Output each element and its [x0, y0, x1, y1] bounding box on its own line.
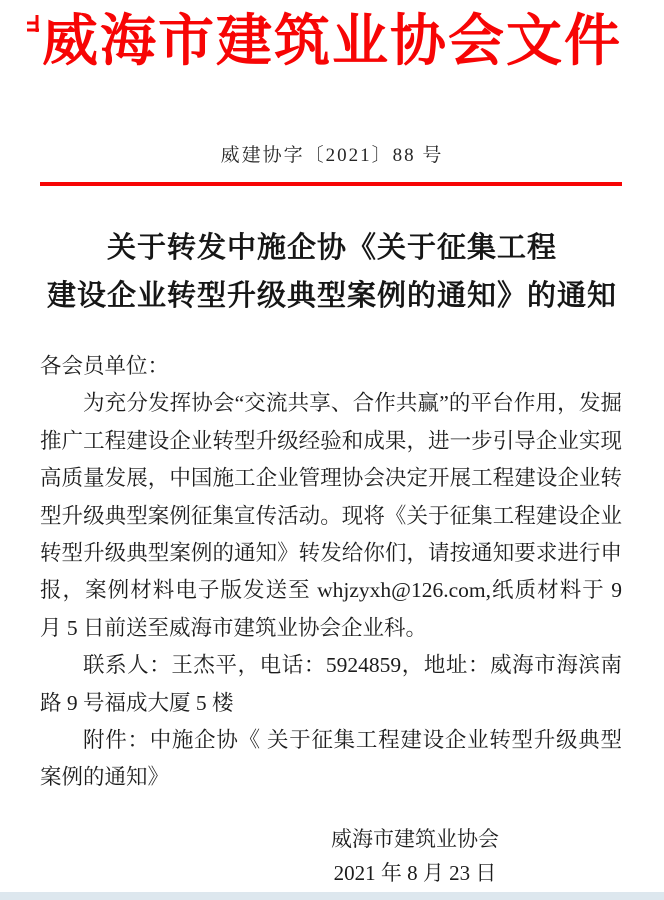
masthead-org-title: 威海市建筑业协会文件	[42, 11, 622, 73]
document-body	[40, 348, 622, 797]
body-paragraph-contact: 联系人：王杰平，电话：5924859，地址：威海市海滨南路 9 号福成大厦 5 楼	[40, 653, 622, 715]
body-paragraph-1: 为充分发挥协会“交流共享、合作共赢”的平台作用，发掘推广工程建设企业转型升级经验和成果，进一步引导企业实现高质量发展，中国施工企业管理协会决定开展工程建设企业转型升级典型案例征集宣传活动。现将《关于征集工程建设企业转型升级典型案例的通知》转发给你们，请按通知要求进行申报，案例材料电子版发送至 whjzyxh@126.com,纸质材料于 9 月 5 日前送至威海市建筑业协会企业科。	[40, 391, 622, 640]
document-number: 威建协字〔2021〕88 号	[220, 145, 444, 166]
document-title-line1: 关于转发中施企协《关于征集工程	[106, 232, 557, 264]
signature-block	[322, 822, 508, 890]
red-divider-rule	[40, 182, 622, 186]
scan-edge-strip	[0, 892, 664, 900]
body-paragraph-attachment: 附件：中施企协《 关于征集工程建设企业转型升级典型案例的通知》	[40, 728, 622, 790]
signature-date: 2021 年 8 月 23 日	[333, 861, 497, 885]
document-title-line2: 建设企业转型升级典型案例的通知》的通知	[46, 280, 617, 312]
signature-org-name: 威海市建筑业协会	[331, 827, 499, 851]
document-title	[0, 224, 664, 320]
salutation: 各会员单位：	[40, 354, 170, 378]
